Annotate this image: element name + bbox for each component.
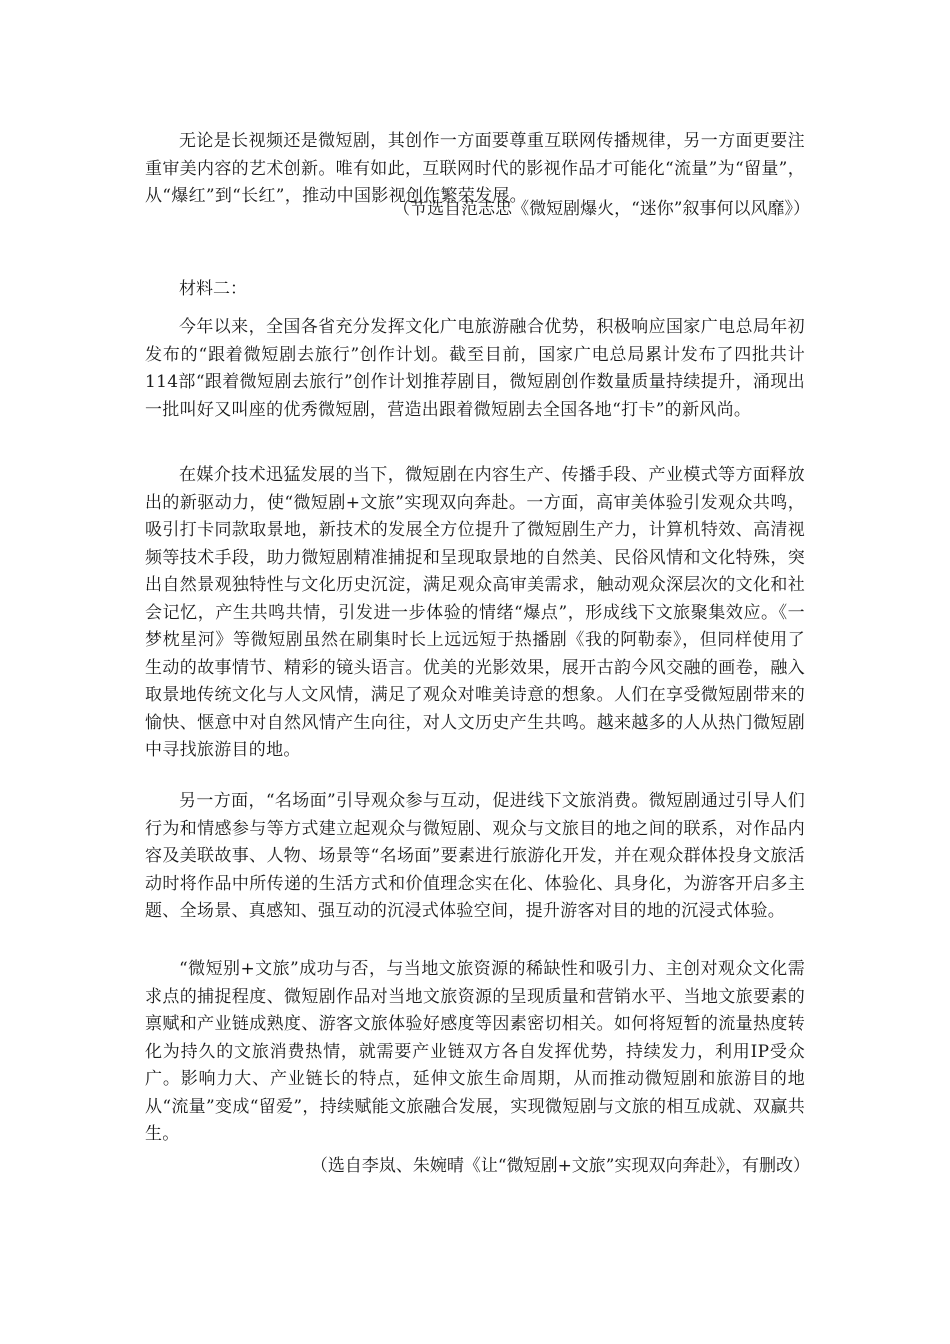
material-2-heading: 材料二： [179, 279, 247, 299]
paragraph-3: 另一方面，“名场面”引导观众参与互动，促进线下文旅消费。微短剧通过引导人们行为和情感参与等方式建立起观众与微短剧、观众与文旅目的地之间的联系，对作品内容及美联故事、人物、场景等“名场面”要素进行旅游化开发，并在观众群体投身文旅活动时将作品中所传递的生活方式和价值理念实在化、体验化、具身化，为游客开启多主题、全场景、真感知、强互动的沉浸式体验空间，提升游客对目的地的沉浸式体验。 [145, 791, 805, 921]
source-citation-2: （选自李岚、朱婉晴《让“微短剧+文旅”实现双向奔赴》，有删改） [310, 1156, 810, 1176]
intro-paragraph: 无论是长视频还是微短剧，其创作一方面要尊重互联网传播规律，另一方面更要注重审美内容的艺术创新。唯有如此，互联网时代的影视作品才可能化“流量”为“留量”，从“爆红”到“长红”，推动中国影视创作繁荣发展。 [145, 131, 805, 206]
paragraph-2: 在媒介技术迅猛发展的当下，微短剧在内容生产、传播手段、产业模式等方面释放出的新驱动力，使“微短剧+文旅”实现双向奔赴。一方面，高审美体验引发观众共鸣，吸引打卡同款取景地，新技术的发展全方位提升了微短剧生产力，计算机特效、高清视频等技术手段，助力微短剧精准捕捉和呈现取景地的自然美、民俗风情和文化特殊，突出自然景观独特性与文化历史沉淀，满足观众高审美需求，触动观众深层次的文化和社会记忆，产生共鸣共情，引发进一步体验的情绪“爆点”，形成线下文旅聚集效应。《一梦枕星河》等微短剧虽然在刷集时长上远远短于热播剧《我的阿勒泰》，但同样使用了生动的故事情节、精彩的镜头语言。优美的光影效果，展开古韵今风交融的画卷，融入取景地传统文化与人文风情，满足了观众对唯美诗意的想象。人们在享受微短剧带来的愉快、惬意中对自然风情产生向往，对人文历史产生共鸣。越来越多的人从热门微短剧中寻找旅游目的地。 [145, 465, 805, 760]
paragraph-4: “微短别+文旅”成功与否，与当地文旅资源的稀缺性和吸引力、主创对观众文化需求点的捕捉程度、微短剧作品对当地文旅资源的呈现质量和营销水平、当地文旅要素的禀赋和产业链成熟度、游客文旅体验好感度等因素密切相关。如何将短暂的流量热度转化为持久的文旅消费热情，就需要产业链双方各自发挥优势，持续发力，利用IP受众广。影响力大、产业链长的特点，延伸文旅生命周期，从而推动微短剧和旅游目的地从“流量”变成“留爱”，持续赋能文旅融合发展，实现微短剧与文旅的相互成就、双赢共生。 [145, 959, 805, 1144]
paragraph-1: 今年以来，全国各省充分发挥文化广电旅游融合优势，积极响应国家广电总局年初发布的“跟着微短剧去旅行”创作计划。截至目前，国家广电总局累计发布了四批共计114部“跟着微短剧去旅行”创作计划推荐剧目，微短剧创作数量质量持续提升，涌现出一批叫好又叫座的优秀微短剧，营造出跟着微短剧去全国各地“打卡”的新风尚。 [145, 317, 805, 420]
source-citation-1: （节选自范志忠《微短剧爆火，“迷你”叙事何以风靡》） [393, 199, 810, 219]
